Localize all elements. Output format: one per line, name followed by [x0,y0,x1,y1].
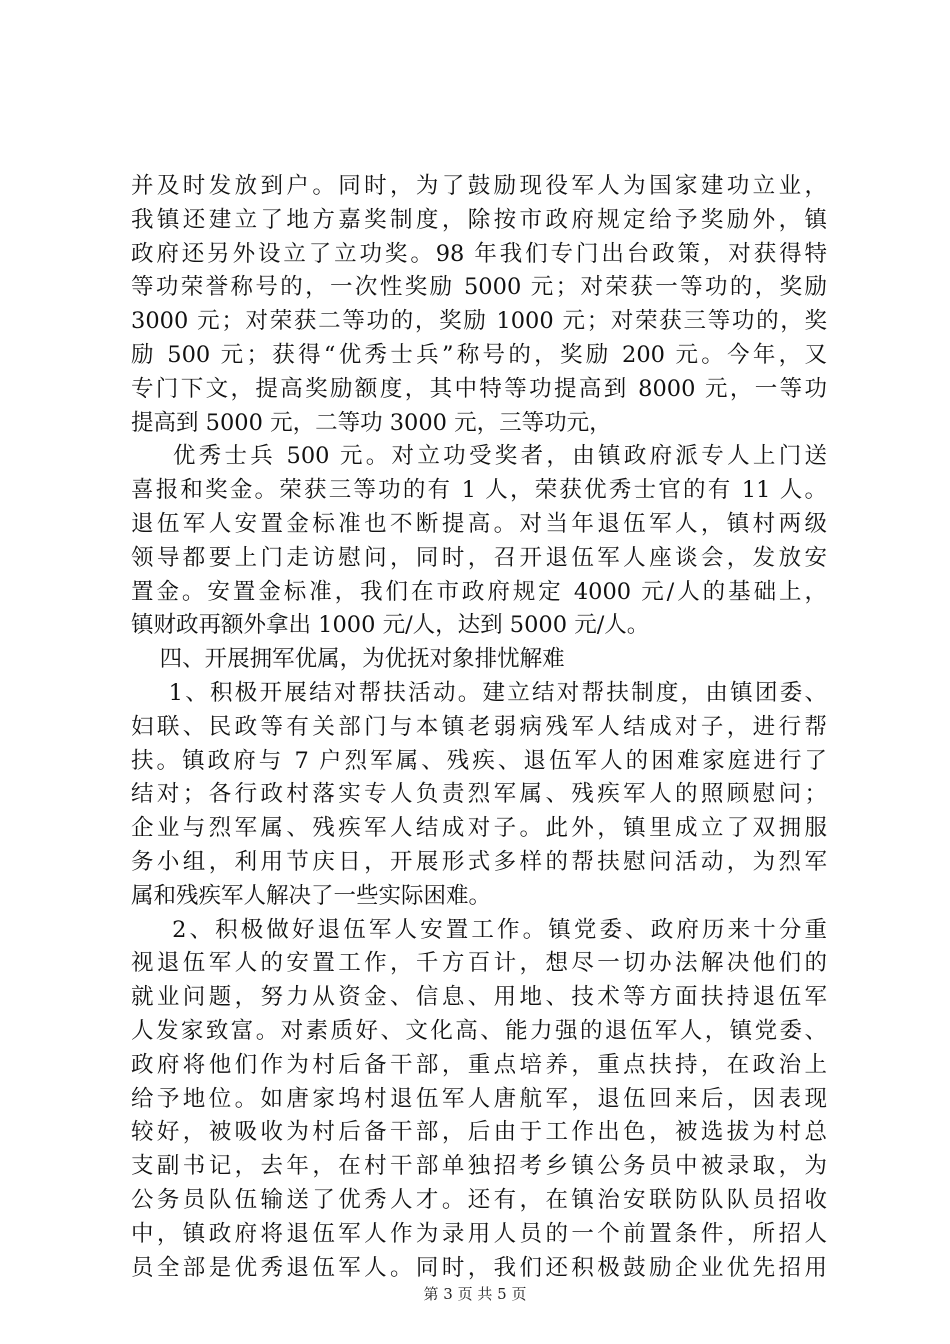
text-line: 置金。安置金标准，我们在市政府规定 4000 元/人的基础上， [131,578,827,605]
text-line: 企业与烈军属、残疾军人结成对子。此外，镇里成立了双拥服 [131,815,827,842]
text-line: 视退伍军人的安置工作，千方百计，想尽一切办法解决他们的 [131,950,827,977]
body-text [131,170,827,1285]
text-line: 2、积极做好退伍军人安置工作。镇党委、政府历来十分重 [131,916,827,943]
text-line: 我镇还建立了地方嘉奖制度，除按市政府规定给予奖励外，镇 [131,206,827,233]
text-line: 提高到 5000 元，二等功 3000 元，三等功元， [131,409,612,436]
text-line: 励 500 元；获得“优秀士兵”称号的，奖励 200 元。今年，又 [131,341,827,368]
text-line: 喜报和奖金。荣获三等功的有 1 人，荣获优秀士官的有 11 人。 [131,477,827,504]
text-line: 扶。镇政府与 7 户烈军属、残疾、退伍军人的困难家庭进行了 [131,747,827,774]
text-line: 政府将他们作为村后备干部，重点培养，重点扶持，在政治上 [131,1051,827,1078]
text-line: 人发家致富。对素质好、文化高、能力强的退伍军人，镇党委、 [131,1017,827,1044]
text-line: 3000 元；对荣获二等功的，奖励 1000 元；对荣获三等功的，奖 [131,308,827,335]
text-line: 退伍军人安置金标准也不断提高。对当年退伍军人，镇村两级 [131,510,827,537]
text-line: 妇联、民政等有关部门与本镇老弱病残军人结成对子，进行帮 [131,713,827,740]
text-line: 1、积极开展结对帮扶活动。建立结对帮扶制度，由镇团委、 [131,679,827,706]
text-line: 四、开展拥军优属，为优抚对象排忧解难 [131,646,565,673]
text-line: 属和残疾军人解决了一些实际困难。 [131,882,492,909]
text-line: 公务员队伍输送了优秀人才。还有，在镇治安联防队队员招收 [131,1186,827,1213]
text-line: 较好，被吸收为村后备干部，后由于工作出色，被选拔为村总 [131,1119,827,1146]
text-line: 镇财政再额外拿出 1000 元/人，达到 5000 元/人。 [131,612,650,639]
text-line: 优秀士兵 500 元。对立功受奖者，由镇政府派专人上门送 [131,443,827,470]
text-line: 就业问题，努力从资金、信息、用地、技术等方面扶持退伍军 [131,984,827,1011]
text-line: 员全部是优秀退伍军人。同时，我们还积极鼓励企业优先招用 [131,1254,827,1281]
text-line: 等功荣誉称号的，一次性奖励 5000 元；对荣获一等功的，奖励 [131,274,827,301]
text-line: 务小组，利用节庆日，开展形式多样的帮扶慰问活动，为烈军 [131,848,827,875]
text-line: 中，镇政府将退伍军人作为录用人员的一个前置条件，所招人 [131,1220,827,1247]
text-line: 给予地位。如唐家坞村退伍军人唐航军，退伍回来后，因表现 [131,1085,827,1112]
text-line: 并及时发放到户。同时，为了鼓励现役军人为国家建功立业， [131,173,827,199]
text-line: 支副书记，去年，在村干部单独招考乡镇公务员中被录取，为 [131,1153,827,1180]
text-line: 政府还另外设立了立功奖。98 年我们专门出台政策，对获得特 [131,240,827,267]
text-line: 结对；各行政村落实专人负责烈军属、残疾军人的照顾慰问； [131,781,827,808]
text-line: 领导都要上门走访慰问，同时，召开退伍军人座谈会，发放安 [131,544,827,571]
page-footer: 第 3 页 共 5 页 [423,1285,527,1303]
text-line: 专门下文，提高奖励额度，其中特等功提高到 8000 元，一等功 [131,375,827,402]
